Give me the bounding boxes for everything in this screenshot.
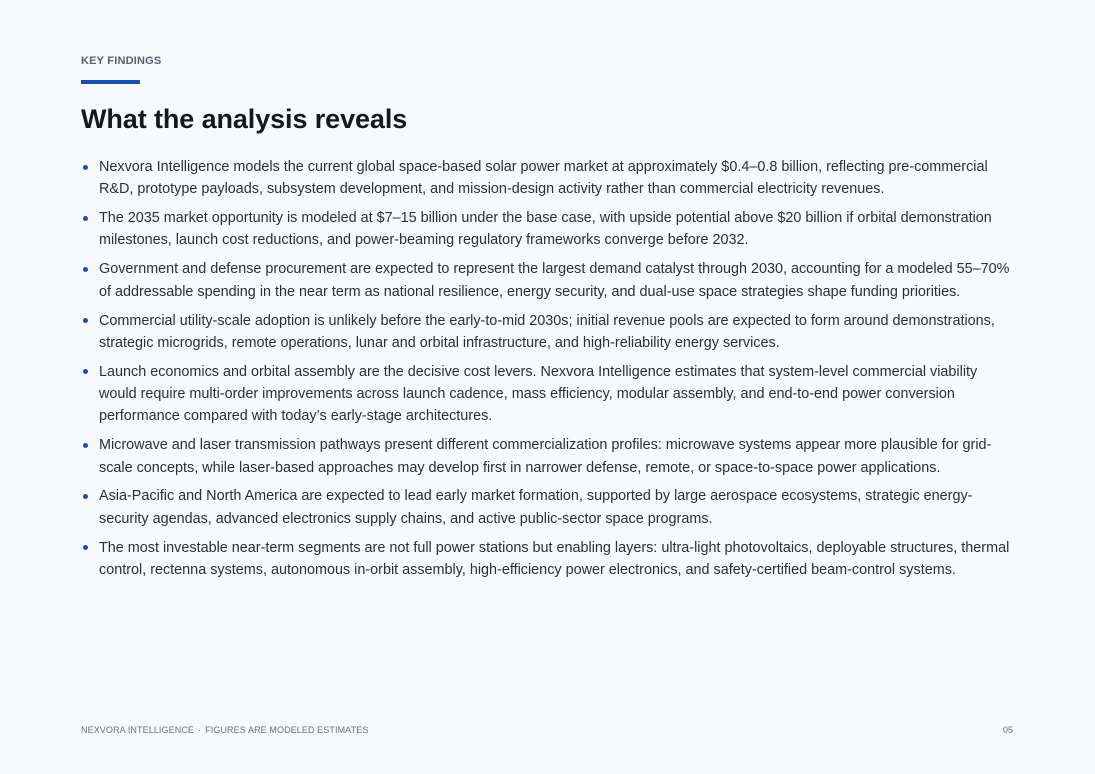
finding-text: Launch economics and orbital assembly are the decisive cost levers. Nexvora Intelligence estimates that system-level commercial viability would require multi-order improvements across launch cadence, mass efficiency, modular assembly, and end-to-end power conversion performance compared with today’s early-stage architectures. (99, 363, 978, 425)
bullet-icon (83, 545, 88, 550)
footer-separator: · (198, 725, 202, 735)
bullet-icon (83, 318, 88, 323)
bullet-icon (83, 494, 88, 499)
finding-text: Asia-Pacific and North America are expected to lead early market formation, supported by large aerospace ecosystems, strategic energy-security agendas, advanced electronics supply chains, and active public-sector space programs. (99, 488, 973, 527)
page-title: What the analysis reveals (81, 104, 408, 134)
bullet-icon (83, 443, 88, 448)
finding-item (81, 207, 1016, 252)
bullet-icon (83, 216, 88, 221)
finding-text: Nexvora Intelligence models the current global space-based solar power market at approximately $0.4–0.8 billion, reflecting pre-commercial R&D, prototype payloads, subsystem development, and mission-design activity rather than commercial electricity revenues. (99, 159, 988, 198)
finding-item (81, 156, 1016, 201)
page-number: 05 (1002, 725, 1013, 735)
bullet-icon (83, 267, 88, 272)
finding-item (81, 258, 1016, 303)
finding-item (81, 434, 1016, 479)
finding-item (81, 485, 1016, 530)
finding-item (81, 361, 1016, 428)
footer-brand: NEXVORA INTELLIGENCE (81, 725, 195, 735)
footer-note: FIGURES ARE MODELED ESTIMATES (205, 725, 369, 735)
finding-text: The most investable near-term segments are not full power stations but enabling layers: ultra-light photovoltaics, deployable structures, thermal control, rectenna systems, autonomous in-orbit assembly, high-efficiency power electronics, and safety-certified beam-control systems. (99, 539, 1010, 578)
accent-bar (81, 80, 140, 84)
finding-item (81, 537, 1016, 582)
footer-left (81, 725, 368, 735)
section-eyebrow: KEY FINDINGS (81, 55, 162, 67)
finding-item (81, 310, 1016, 355)
finding-text: Microwave and laser transmission pathways present different commercialization profiles: microwave systems appear more plausible for grid-scale concepts, while laser-based approaches may develop first in narrower defense, remote, or space-to-space power applications. (99, 437, 992, 476)
finding-text: Government and defense procurement are expected to represent the largest demand catalyst through 2030, accounting for a modeled 55–70% of addressable spending in the near term as national resilience, energy security, and dual-use space strategies shape funding priorities. (99, 261, 1010, 300)
findings-list (81, 156, 1016, 588)
bullet-icon (83, 369, 88, 374)
finding-text: Commercial utility-scale adoption is unlikely before the early-to-mid 2030s; initial revenue pools are expected to form around demonstrations, strategic microgrids, remote operations, lunar and orbital infrastructure, and high-reliability energy services. (99, 312, 995, 351)
bullet-icon (83, 165, 88, 170)
finding-text: The 2035 market opportunity is modeled at $7–15 billion under the base case, with upside potential above $20 billion if orbital demonstration milestones, launch cost reductions, and power-beaming regulatory frameworks converge before 2032. (99, 210, 992, 249)
